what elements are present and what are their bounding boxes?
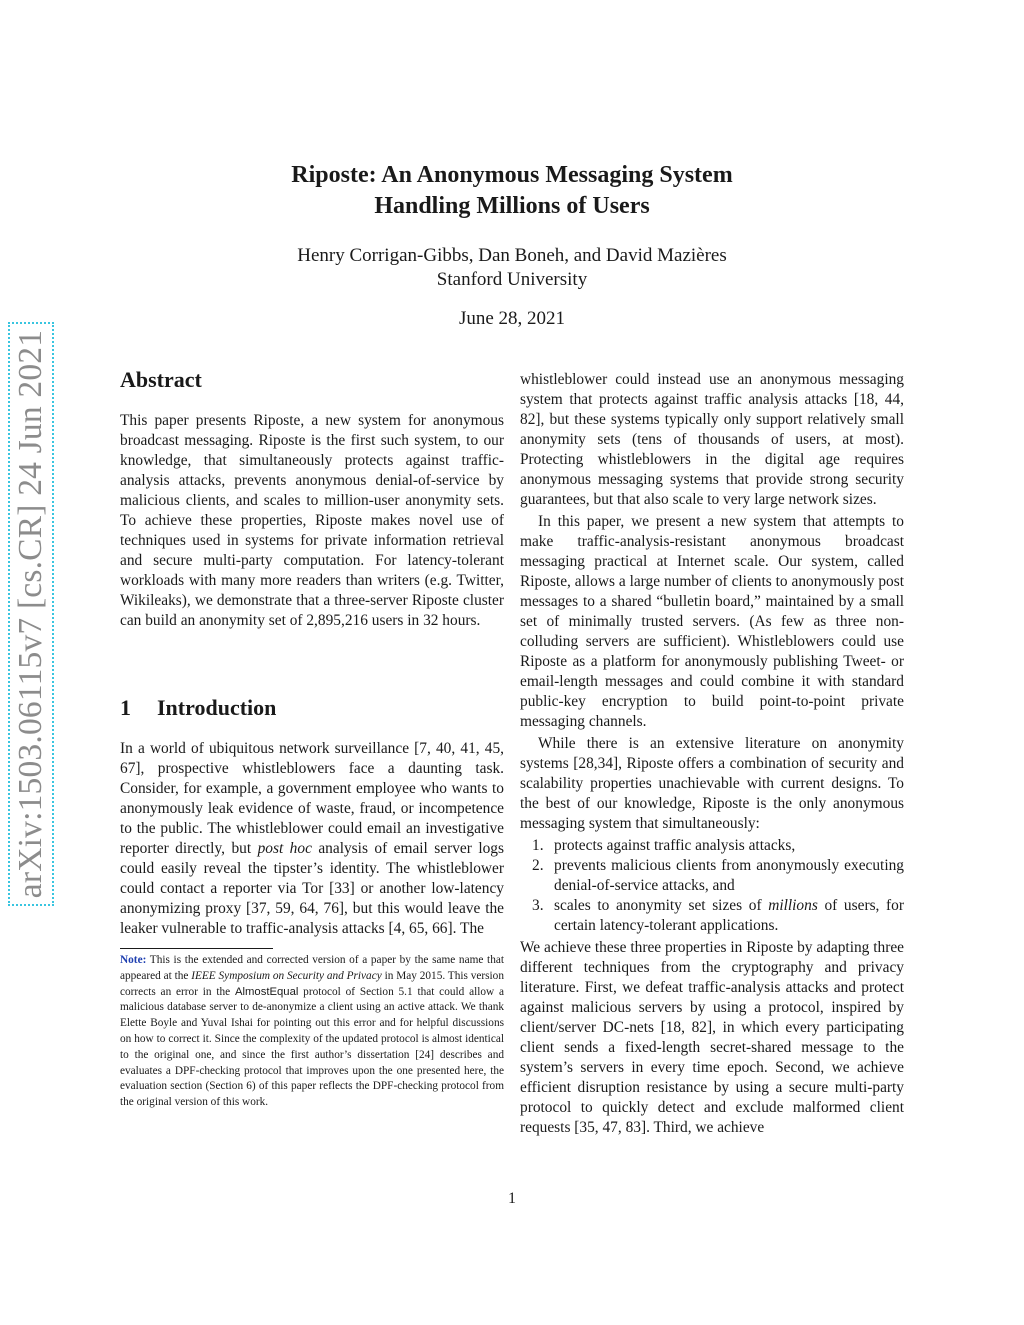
footnote-protocol-name: AlmostEqual (234, 985, 299, 998)
list-text: of users, for certain latency-tolerant applications. (554, 897, 904, 934)
list-item (520, 836, 904, 856)
title-line-1: Riposte: An Anonymous Messaging System (291, 162, 733, 188)
list-number: 3. (532, 897, 544, 914)
footnote-text-1: This is the extended and corrected version of a paper by the same name that appeared at the (120, 954, 504, 982)
right-paragraph-1: whistleblower could instead use an anonymous messaging system that protects against traffic analysis attacks [18, 44, 82], but these systems typically only support relatively small anonymity sets (tens of thousands of users, at most). Protecting whistleblowers in the digital age requires anonymous messaging systems that provide strong security guarantees, but that also scale to very large network sizes. (520, 371, 904, 508)
list-text: prevents malicious clients from anonymously executing denial-of-service attacks, and (554, 857, 904, 894)
abstract-text: This paper presents Riposte, a new system for anonymous broadcast messaging. Riposte is the first such system, to our knowledge, that simultaneously protects against traffic-analysis attacks, prevents anonymous denial-of-service by malicious clients, and scales to million-user anonymity sets. To achieve these properties, Riposte makes novel use of techniques used in systems for private information retrieval and secure multi-party computation. For latency-tolerant workloads with many more readers than writers (e.g. Twitter, Wikileaks), we demonstrate that a three-server Riposte cluster can build an anonymity set of 2,895,216 users in 32 hours. (120, 412, 504, 629)
intro-paragraph-1 (120, 739, 504, 939)
page-number: 1 (508, 1190, 516, 1207)
property-list (520, 836, 904, 936)
right-paragraph-2: In this paper, we present a new system that attempts to make traffic-analysis-resistant anonymous broadcast messaging practical at Internet scale. Our system, called Riposte, allows a large number of clients to anonymously post messages to a shared “bulletin board,” maintained by a small set of minimally trusted servers. (As few as three non-colluding servers are sufficient). Whistleblowers could use Riposte as a platform for anonymously publishing Tweet- or email-length messages and could combine it with standard public-key encryption to build point-to-point private messaging channels. (520, 513, 904, 730)
right-column (520, 370, 904, 1138)
abstract-heading: Abstract (120, 367, 202, 392)
paper-date: June 28, 2021 (458, 308, 566, 329)
footnote-label: Note: (120, 954, 147, 966)
right-paragraph-4: We achieve these three properties in Riposte by adapting three different techniques from the cryptography and privacy literature. First, we defeat traffic-analysis attacks and protect against malicious servers by using a protocol, inspired by client/server DC-nets [18, 82], in which every participating client sends a fixed-length secret-shared message to the system’s servers in every time epoch. Second, we achieve efficient disruption resistance by using a secure multi-party protocol to quickly detect and exclude malformed client requests [35, 47, 83]. Third, we achieve (520, 939, 904, 1136)
footnote-rule (120, 948, 273, 949)
list-item (520, 856, 904, 896)
footnote-text-2: in May 2015. This version corrects an error in the (120, 969, 504, 998)
list-item (520, 896, 904, 936)
arxiv-identifier: arXiv:1503.06115v7 [cs.CR] 24 Jun 2021 (12, 329, 49, 899)
right-paragraph-3: While there is an extensive literature on anonymity systems [28,34], Riposte offers a combination of security and scalability properties unachievable with current designs. To the best of our knowledge, Riposte is the only anonymous messaging system that simultaneously: (520, 735, 904, 832)
section-title: Introduction (157, 695, 277, 720)
author-names: Henry Corrigan-Gibbs, Dan Boneh, and David Mazières (297, 245, 727, 266)
list-number: 2. (532, 857, 544, 874)
footnote-venue: IEEE Symposium on Security and Privacy (191, 969, 382, 982)
introduction-heading (120, 694, 504, 722)
footnote-text-3: protocol of Section 5.1 that could allow a malicious database server to de-anonymize a client using an active attack. We thank Elette Boyle and Yuval Ishai for pointing out this error and for helpful discussions on how to correct it. Since the complexity of the updated protocol is almost identical to the original one, and since the first author’s dissertation [24] describes and evaluates a DPF-checking protocol that improves upon the one presented here, the evaluation section (Section 6) of this paper reflects the DPF-checking protocol from the original version of this work. (120, 985, 504, 1109)
section-number: 1 (120, 695, 131, 720)
title-line-2: Handling Millions of Users (374, 193, 650, 219)
intro-text-b: analysis of email server logs could easily reveal the tipster’s identity. The whistleblower could contact a reporter via Tor [33] or another low-latency anonymizing proxy [37, 59, 64, 76], but this would leave the leaker vulnerable to traffic-analysis attacks [4, 65, 66]. The (120, 840, 504, 937)
arxiv-stamp (8, 322, 54, 906)
list-emphasis: millions (768, 897, 818, 914)
author-block (200, 244, 824, 292)
list-text: protects against traffic analysis attacks, (554, 837, 796, 854)
list-text: scales to anonymity set sizes of (554, 897, 769, 914)
footnote (120, 953, 504, 1111)
paper-title (200, 160, 824, 222)
intro-emphasis: post hoc (257, 840, 312, 857)
intro-text-a: In a world of ubiquitous network surveillance [7, 40, 41, 45, 67], prospective whistleblowers face a daunting task. Consider, for example, a government employee who wants to anonymously leak evidence of waste, fraud, or incompetence to the public. The whistleblower could email an investigative reporter directly, but (120, 740, 504, 857)
author-affiliation: Stanford University (436, 269, 588, 290)
left-column (120, 366, 504, 1111)
list-number: 1. (532, 837, 544, 854)
